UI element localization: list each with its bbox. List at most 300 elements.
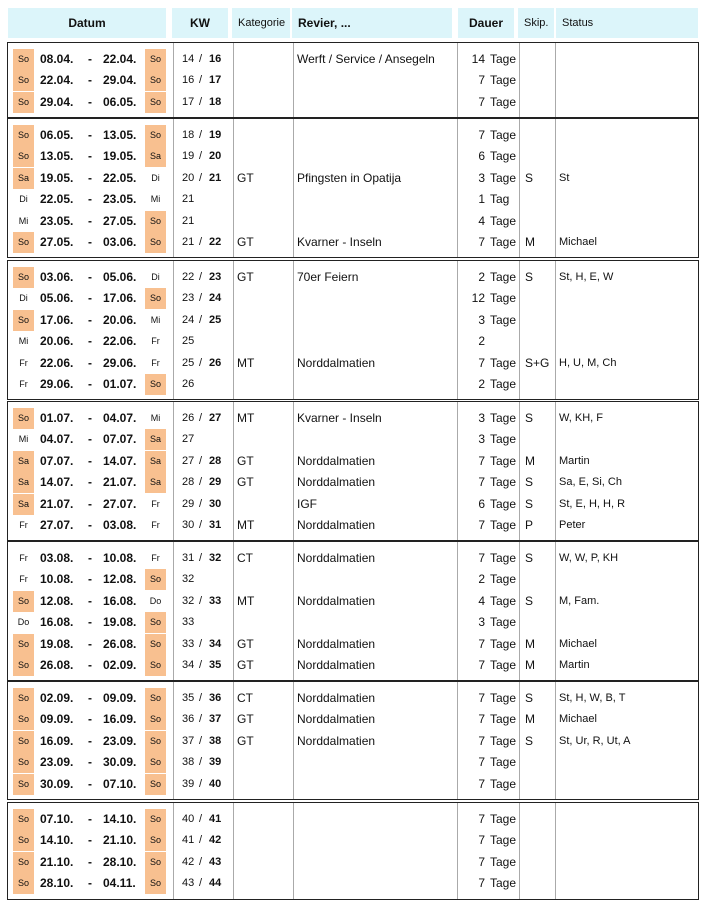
dauer-count: 7 [478,712,485,726]
weekday-start: Sa [13,494,34,515]
revier: Norddalmatien [297,658,376,672]
dauer-unit: Tage [490,812,517,826]
kw-separator: / [199,813,203,825]
weekday-start: Fr [19,358,28,368]
status: W, W, P, KH [559,552,619,564]
status: Martin [559,659,590,671]
weekday-start: Fr [19,574,28,584]
kw-end: 18 [209,96,222,108]
dauer-count: 7 [478,454,485,468]
table-row [8,731,698,752]
weekday-start: So [13,591,34,612]
dauer-unit: Tage [490,128,517,142]
dauer-count: 7 [478,235,485,249]
kw-separator: / [199,455,203,467]
date-to: 12.08. [103,572,137,586]
kw-start: 38 [182,756,195,768]
weekday-end: So [145,655,166,676]
date-separator: - [88,377,92,391]
kw-start: 24 [182,314,195,326]
booking-group [7,541,699,681]
date-to: 10.08. [103,551,137,565]
weekday-start: So [13,809,34,830]
date-to: 16.09. [103,712,137,726]
revier: Norddalmatien [297,594,376,608]
table-row [8,852,698,873]
kw-start: 18 [182,129,195,141]
date-to: 30.09. [103,755,137,769]
kategorie: GT [237,637,254,651]
table-row [8,634,698,655]
header-dauer: Dauer [458,8,514,38]
table-row [8,494,698,515]
dauer-count: 7 [478,95,485,109]
dauer-count: 2 [478,334,485,348]
kw-start: 30 [182,519,195,531]
skipper: S [525,171,534,185]
kw-separator: / [199,412,203,424]
kw-start: 20 [182,172,195,184]
weekday-end: So [145,852,166,873]
date-from: 03.06. [40,270,74,284]
dauer-unit: Tage [490,855,517,869]
dauer-count: 7 [478,691,485,705]
dauer-unit: Tage [490,171,517,185]
kw-end: 20 [209,150,222,162]
date-from: 17.06. [40,313,74,327]
header-status: Status [556,8,698,38]
weekday-end: So [145,731,166,752]
dauer-count: 2 [478,377,485,391]
dauer-unit: Tage [490,551,517,565]
kw-end: 23 [209,271,222,283]
revier: Pfingsten in Opatija [297,171,402,185]
kw-start: 16 [182,74,195,86]
table-row [8,515,698,536]
table-row [8,331,698,352]
kw-separator: / [199,856,203,868]
status: Michael [559,236,597,248]
kw-end: 33 [209,595,222,607]
date-to: 17.06. [103,291,137,305]
kw-separator: / [199,96,203,108]
weekday-start: So [13,267,34,288]
kw-separator: / [199,778,203,790]
date-separator: - [88,594,92,608]
weekday-start: So [13,310,34,331]
weekday-end: So [145,211,166,232]
date-from: 10.08. [40,572,74,586]
kw-separator: / [199,519,203,531]
date-from: 14.10. [40,833,74,847]
table-row [8,374,698,395]
skipper: P [525,518,534,532]
kw-separator: / [199,756,203,768]
date-separator: - [88,833,92,847]
weekday-end: Do [149,596,162,606]
table-row [8,168,698,189]
revier: Norddalmatien [297,551,376,565]
date-from: 01.07. [40,411,74,425]
revier: Norddalmatien [297,356,376,370]
kategorie: GT [237,658,254,672]
weekday-start: So [13,408,34,429]
status: Peter [559,519,586,531]
table-row [8,451,698,472]
table-row [8,655,698,676]
table-row [8,548,698,569]
date-to: 28.10. [103,855,137,869]
date-from: 27.05. [40,235,74,249]
weekday-start: So [13,634,34,655]
kw-separator: / [199,53,203,65]
kw-separator: / [199,692,203,704]
weekday-start: So [13,125,34,146]
dauer-count: 7 [478,128,485,142]
date-from: 07.10. [40,812,74,826]
kw-end: 41 [209,813,222,825]
date-separator: - [88,313,92,327]
skipper: M [525,235,535,249]
kw-end: 44 [209,877,222,889]
date-to: 29.04. [103,73,137,87]
dauer-unit: Tage [490,497,517,511]
dauer-unit: Tage [490,658,517,672]
kw-start: 37 [182,735,195,747]
date-separator: - [88,454,92,468]
weekday-end: Sa [145,451,166,472]
date-from: 26.08. [40,658,74,672]
header-skipper: Skip. [518,8,554,38]
weekday-start: So [13,688,34,709]
date-separator: - [88,235,92,249]
date-separator: - [88,475,92,489]
weekday-end: So [145,288,166,309]
dauer-unit: Tage [490,755,517,769]
table-row [8,146,698,167]
kategorie: MT [237,356,255,370]
status: Michael [559,638,597,650]
dauer-unit: Tage [490,637,517,651]
kategorie: GT [237,712,254,726]
date-to: 23.09. [103,734,137,748]
dauer-count: 7 [478,356,485,370]
dauer-count: 7 [478,855,485,869]
kw-start: 43 [182,877,195,889]
date-to: 09.09. [103,691,137,705]
dauer-unit: Tage [490,270,517,284]
date-separator: - [88,497,92,511]
date-separator: - [88,855,92,869]
kategorie: GT [237,454,254,468]
kategorie: CT [237,551,253,565]
skipper: S [525,411,534,425]
kw-end: 31 [209,519,222,531]
weekday-end: So [145,634,166,655]
date-from: 22.05. [40,192,74,206]
kw-end: 35 [209,659,222,671]
dauer-count: 3 [478,171,485,185]
kw-start: 29 [182,498,195,510]
date-from: 09.09. [40,712,74,726]
dauer-unit: Tage [490,95,517,109]
date-from: 08.04. [40,52,74,66]
status: St, H, E, W [559,271,614,283]
weekday-start: So [13,232,34,253]
weekday-end: So [145,374,166,395]
kw-start: 35 [182,692,195,704]
date-separator: - [88,128,92,142]
dauer-unit: Tage [490,777,517,791]
weekday-start: Mi [18,434,29,444]
date-from: 16.09. [40,734,74,748]
weekday-start: Mi [18,336,29,346]
dauer-count: 14 [471,52,485,66]
date-to: 29.06. [103,356,137,370]
dauer-count: 7 [478,637,485,651]
kw-start: 21 [182,215,195,227]
weekday-end: Di [151,173,160,183]
status: St, E, H, H, R [559,498,626,510]
kw-separator: / [199,150,203,162]
skipper: S [525,551,534,565]
dauer-count: 7 [478,755,485,769]
weekday-end: So [145,232,166,253]
date-separator: - [88,691,92,705]
date-to: 07.10. [103,777,137,791]
kategorie: MT [237,518,255,532]
dauer-unit: Tage [490,876,517,890]
table-row [8,752,698,773]
date-from: 27.07. [40,518,74,532]
date-to: 03.08. [103,518,137,532]
dauer-count: 6 [478,149,485,163]
revier: IGF [297,497,317,511]
date-to: 01.07. [103,377,137,391]
dauer-unit: Tage [490,691,517,705]
date-to: 22.05. [103,171,137,185]
dauer-unit: Tage [490,291,517,305]
date-to: 02.09. [103,658,137,672]
booking-group [7,42,699,118]
kategorie: GT [237,734,254,748]
date-to: 27.07. [103,497,137,511]
booking-group [7,260,699,400]
table-row [8,830,698,851]
kw-separator: / [199,877,203,889]
date-separator: - [88,637,92,651]
kw-separator: / [199,236,203,248]
header-kategorie: Kategorie [232,8,290,38]
dauer-count: 7 [478,777,485,791]
kw-start: 27 [182,433,195,445]
dauer-unit: Tage [490,833,517,847]
weekday-end: Mi [150,413,161,423]
kw-end: 17 [209,74,222,86]
revier: Kvarner - Inseln [297,411,382,425]
skipper: M [525,454,535,468]
table-row [8,49,698,70]
weekday-start: Fr [19,379,28,389]
weekday-start: So [13,70,34,91]
date-to: 14.10. [103,812,137,826]
kw-start: 36 [182,713,195,725]
kategorie: CT [237,691,253,705]
skipper: S [525,691,534,705]
weekday-end: Fr [151,358,160,368]
date-separator: - [88,658,92,672]
weekday-start: So [13,709,34,730]
kw-start: 34 [182,659,195,671]
date-to: 19.05. [103,149,137,163]
dauer-unit: Tage [490,518,517,532]
table-row [8,774,698,795]
weekday-start: So [13,873,34,894]
kw-start: 42 [182,856,195,868]
date-to: 27.05. [103,214,137,228]
status: St [559,172,570,184]
weekday-end: So [145,612,166,633]
kw-end: 29 [209,476,222,488]
date-to: 14.07. [103,454,137,468]
weekday-start: So [13,731,34,752]
weekday-start: So [13,852,34,873]
date-to: 21.10. [103,833,137,847]
table-row [8,189,698,210]
kw-start: 27 [182,455,195,467]
weekday-start: So [13,49,34,70]
skipper: S [525,270,534,284]
skipper: S [525,734,534,748]
dauer-unit: Tage [490,377,517,391]
weekday-start: Fr [19,553,28,563]
table-row [8,211,698,232]
dauer-unit: Tage [490,73,517,87]
dauer-count: 7 [478,518,485,532]
skipper: M [525,658,535,672]
dauer-count: 3 [478,313,485,327]
date-separator: - [88,777,92,791]
dauer-unit: Tage [490,454,517,468]
dauer-count: 7 [478,73,485,87]
table-row [8,125,698,146]
kw-start: 21 [182,193,195,205]
booking-group [7,802,699,900]
weekday-end: Di [151,272,160,282]
date-separator: - [88,876,92,890]
kw-end: 24 [209,292,222,304]
date-to: 21.07. [103,475,137,489]
kw-start: 25 [182,335,195,347]
date-separator: - [88,52,92,66]
kw-end: 32 [209,552,222,564]
date-from: 16.08. [40,615,74,629]
date-to: 03.06. [103,235,137,249]
weekday-end: Fr [151,499,160,509]
table-row [8,472,698,493]
table-row [8,288,698,309]
table-row [8,310,698,331]
weekday-start: So [13,830,34,851]
date-separator: - [88,291,92,305]
booking-group [7,118,699,258]
weekday-start: Do [17,617,30,627]
date-separator: - [88,734,92,748]
weekday-end: So [145,873,166,894]
date-to: 13.05. [103,128,137,142]
revier: Norddalmatien [297,712,376,726]
kw-separator: / [199,735,203,747]
weekday-start: So [13,146,34,167]
booking-group [7,401,699,541]
date-to: 06.05. [103,95,137,109]
kw-start: 31 [182,552,195,564]
weekday-end: So [145,774,166,795]
revier: Norddalmatien [297,637,376,651]
kw-start: 26 [182,378,195,390]
status: St, H, W, B, T [559,692,626,704]
date-from: 28.10. [40,876,74,890]
weekday-end: So [145,809,166,830]
date-separator: - [88,334,92,348]
kw-separator: / [199,74,203,86]
dauer-count: 6 [478,497,485,511]
date-from: 02.09. [40,691,74,705]
dauer-unit: Tage [490,475,517,489]
kw-start: 40 [182,813,195,825]
kw-separator: / [199,834,203,846]
kw-end: 43 [209,856,222,868]
table-row [8,873,698,894]
date-to: 22.06. [103,334,137,348]
skipper: S [525,475,534,489]
dauer-unit: Tage [490,734,517,748]
table-row [8,612,698,633]
date-from: 07.07. [40,454,74,468]
kw-end: 27 [209,412,222,424]
kw-end: 38 [209,735,222,747]
kw-start: 33 [182,638,195,650]
kw-start: 19 [182,150,195,162]
dauer-unit: Tage [490,572,517,586]
kw-separator: / [199,498,203,510]
date-separator: - [88,149,92,163]
date-separator: - [88,356,92,370]
date-to: 19.08. [103,615,137,629]
booking-group [7,681,699,800]
dauer-unit: Tage [490,149,517,163]
weekday-end: Fr [151,553,160,563]
date-separator: - [88,214,92,228]
status: St, Ur, R, Ut, A [559,735,631,747]
date-from: 19.08. [40,637,74,651]
weekday-end: So [145,569,166,590]
dauer-count: 7 [478,475,485,489]
revier: Norddalmatien [297,734,376,748]
table-row [8,408,698,429]
dauer-count: 3 [478,615,485,629]
dauer-count: 3 [478,411,485,425]
dauer-count: 7 [478,833,485,847]
dauer-count: 7 [478,876,485,890]
kw-end: 22 [209,236,222,248]
table-row [8,267,698,288]
kw-end: 34 [209,638,222,650]
date-separator: - [88,712,92,726]
dauer-count: 2 [478,270,485,284]
date-from: 30.09. [40,777,74,791]
kw-separator: / [199,172,203,184]
